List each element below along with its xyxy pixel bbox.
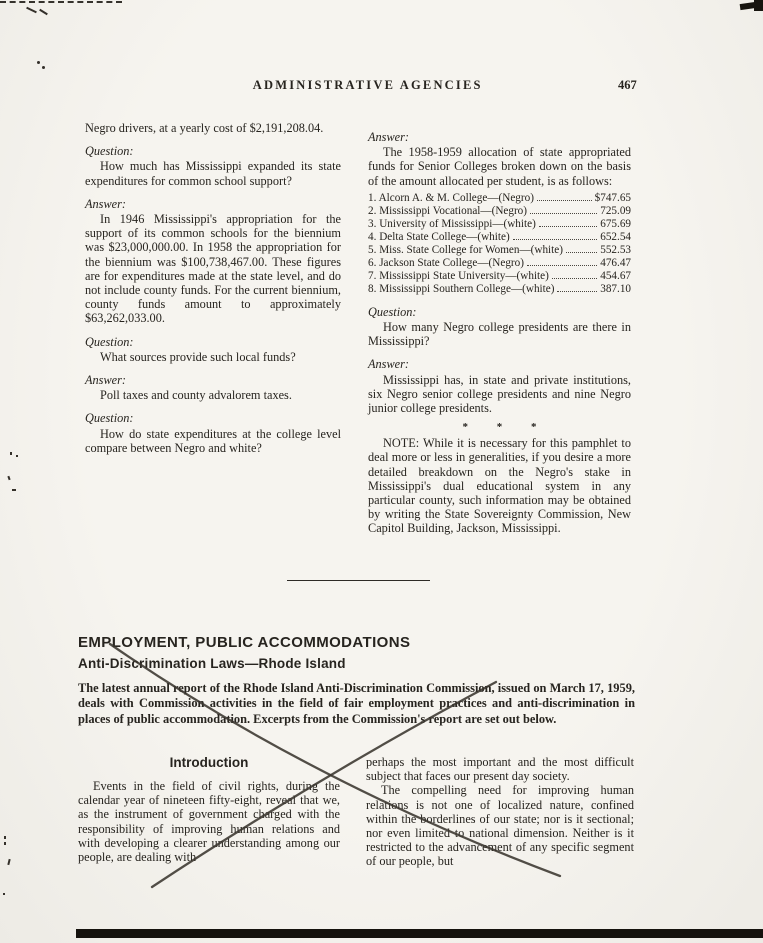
- page-number: 467: [618, 78, 637, 92]
- college-amount: 652.54: [600, 230, 631, 243]
- college-amount: $747.65: [594, 191, 631, 204]
- scan-artifact-speck: [10, 452, 12, 455]
- scan-artifact-corner-mark: [754, 0, 763, 11]
- answer-text: Mississippi has, in state and private institutions, six Negro senior college presidents and nine Negro junior college presidents.: [368, 372, 631, 416]
- scan-artifact-speck: [16, 455, 18, 457]
- answer-label: Answer:: [85, 373, 126, 388]
- scan-artifact-speck: [12, 489, 16, 491]
- answer-text: In 1946 Mississippi's appropriation for the support of its common schools for the biennium was $23,000,000.00. In 1958 the appropriation for the biennium was $100,738,467.00. These figures are for expenditures made at the state level, and do not include county funds. For the current biennium, county funds amount to approximately $63,262,033.00.: [85, 212, 341, 326]
- college-name: 4. Delta State College—(white): [368, 230, 510, 243]
- college-allocation-list: [368, 192, 631, 296]
- intro-right-column: [366, 755, 634, 869]
- college-name: 3. University of Mississippi—(white): [368, 217, 536, 230]
- college-list-item: [368, 283, 631, 296]
- answer-label: Answer:: [368, 130, 409, 144]
- college-list-item: [368, 257, 631, 270]
- answer-text: The 1958-1959 allocation of state appropriated funds for Senior Colleges broken down on the basis of the amount allocated per student, is as follows:: [368, 145, 631, 188]
- college-list-item: [368, 218, 631, 231]
- college-list-item: [368, 205, 631, 218]
- question-label: Question:: [85, 334, 134, 349]
- dot-leader: [552, 278, 597, 279]
- college-list-item: [368, 192, 631, 205]
- college-amount: 454.67: [600, 269, 631, 282]
- page-header-title: ADMINISTRATIVE AGENCIES: [252, 78, 483, 92]
- college-list-item: [368, 244, 631, 257]
- college-amount: 387.10: [600, 282, 631, 295]
- scan-artifact-bottom-bar: [76, 929, 763, 938]
- scan-artifact-speck: [7, 476, 10, 480]
- right-column: [368, 121, 631, 536]
- dot-leader: [566, 252, 597, 253]
- running-header: [0, 78, 763, 96]
- college-name: 6. Jackson State College—(Negro): [368, 256, 524, 269]
- college-list-item: [368, 231, 631, 244]
- college-name: 5. Miss. State College for Women—(white): [368, 243, 563, 256]
- section-subtitle: Anti-Discrimination Laws—Rhode Island: [78, 656, 346, 671]
- scan-artifact-dashed-line: [0, 1, 122, 3]
- dot-leader: [557, 291, 597, 292]
- question-text: How do state expenditures at the college level compare between Negro and white?: [85, 426, 341, 455]
- college-amount: 552.53: [600, 243, 631, 256]
- answer-text: Poll taxes and county advalorem taxes.: [100, 388, 292, 403]
- answer-label: Answer:: [85, 196, 126, 211]
- question-label: Question:: [85, 411, 134, 426]
- continuation-paragraph: Negro drivers, at a yearly cost of $2,191,208.04.: [85, 121, 324, 135]
- college-name: 7. Mississippi State University—(white): [368, 269, 549, 282]
- college-amount: 675.69: [600, 217, 631, 230]
- intro-paragraph-right: The compelling need for improving human relations is not one of localized nature, confined within the borderlines of our state; nor is it sectional; nor even limited to national dimension. Neither is it restricted to the advancement of any specific segment of our people, but: [366, 783, 634, 869]
- question-text: How much has Mississippi expanded its state expenditures for common school support?: [85, 159, 341, 188]
- intro-paragraph-right-continued: perhaps the most important and the most difficult subject that faces our present day society.: [366, 755, 634, 784]
- college-name: 2. Mississippi Vocational—(Negro): [368, 204, 527, 217]
- college-amount: 725.09: [600, 204, 631, 217]
- introduction-heading: Introduction: [169, 755, 249, 770]
- scan-artifact-pen-tick: [26, 7, 37, 14]
- asterisk-separator: * * *: [462, 421, 550, 434]
- scan-artifact-speck: [4, 842, 6, 845]
- dot-leader: [530, 213, 597, 214]
- scan-artifact-speck: [42, 66, 45, 69]
- scan-artifact-pen-tick: [39, 9, 48, 15]
- scan-artifact-speck: [4, 836, 6, 839]
- question-text: What sources provide such local funds?: [100, 349, 296, 364]
- left-column: [85, 121, 341, 455]
- scan-artifact-speck: [37, 61, 40, 64]
- dot-leader: [513, 239, 598, 240]
- note-paragraph: NOTE: While it is necessary for this pamphlet to deal more or less in generalities, if you desire a more detailed breakdown on the Negro's stake in Mississippi's dual educational system in any particular county, such information may be obtained by writing the State Sovereignty Commission, New Capitol Building, Jackson, Mississippi.: [368, 436, 631, 536]
- answer-label: Answer:: [368, 357, 409, 372]
- question-label: Question:: [85, 144, 134, 159]
- scan-artifact-speck: [3, 893, 5, 895]
- college-list-item: [368, 270, 631, 283]
- dot-leader: [539, 226, 597, 227]
- section-lede: The latest annual report of the Rhode Island Anti-Discrimination Commission, issued on March 17, 1959, deals with Commission activities in the field of fair employment practices and anti-discrimination in places of public accommodation. Excerpts from the Commission's report are set out below.: [78, 681, 635, 726]
- intro-paragraph-left: Events in the field of civil rights, during the calendar year of nineteen fifty-eight, reveal that we, as the instrument of government charged with the responsibility of improving human relations and with developing a clearer understanding among our people, are dealing with: [78, 779, 340, 865]
- college-amount: 476.47: [600, 256, 631, 269]
- dot-leader: [537, 200, 592, 201]
- section-title: EMPLOYMENT, PUBLIC ACCOMMODATIONS: [78, 634, 411, 651]
- section-divider-rule: [287, 580, 430, 581]
- dot-leader: [527, 265, 597, 266]
- question-text: How many Negro college presidents are there in Mississippi?: [368, 320, 631, 349]
- college-name: 1. Alcorn A. & M. College—(Negro): [368, 191, 534, 204]
- scan-artifact-speck: [7, 859, 10, 865]
- question-label: Question:: [368, 304, 417, 319]
- college-name: 8. Mississippi Southern College—(white): [368, 282, 555, 295]
